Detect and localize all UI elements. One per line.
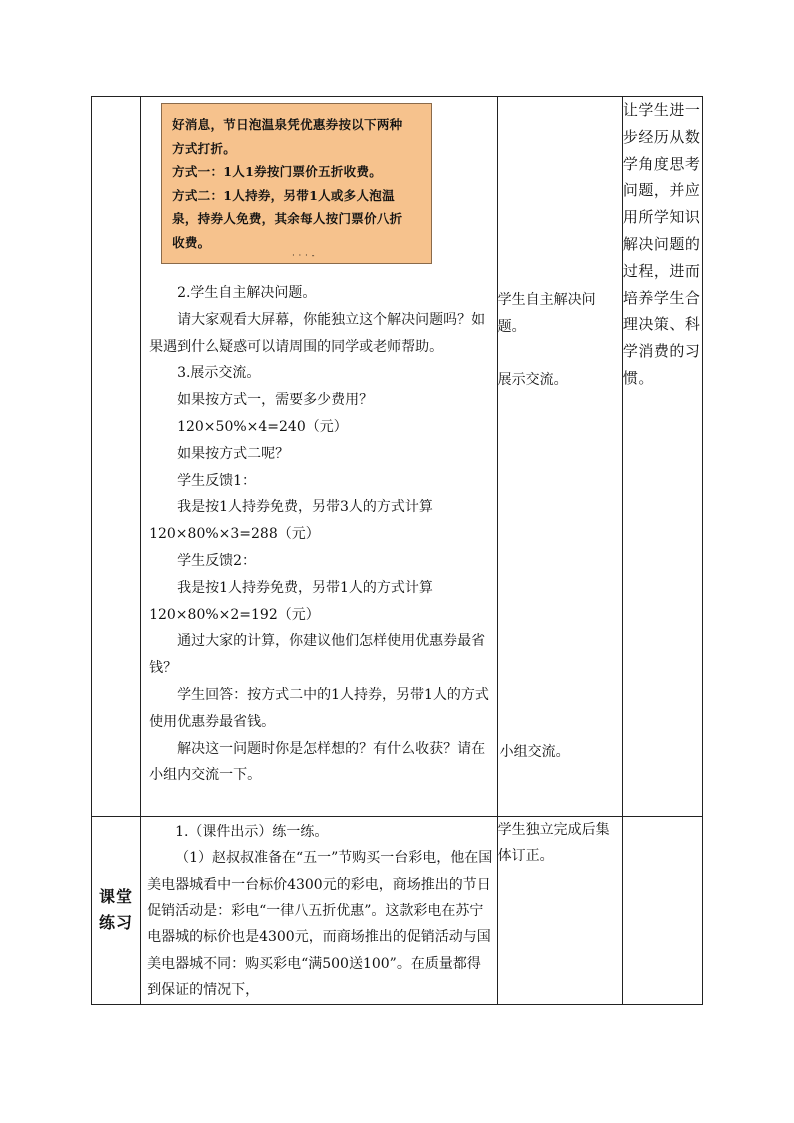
notice-decoration: ···‑ [292, 251, 319, 260]
teaching-paragraph: 如果按方式二呢？ [177, 445, 290, 462]
teaching-paragraph: 学生回答：按方式二中的1人持券，另带1人的方式使用优惠券最省钱。 [149, 686, 489, 730]
discount-notice-box [161, 103, 432, 264]
student-activity-item: 学生自主解决问题。 [497, 292, 596, 335]
teaching-paragraph: 3.展示交流。 [177, 365, 261, 382]
notice-line: 方式一：1人1券按门票价五折收费。 [172, 164, 383, 179]
practice-paragraph: 1.（课件出示）练一练。 [175, 823, 329, 840]
teaching-paragraph: 学生反馈2： [177, 552, 256, 569]
teaching-paragraph: 解决这一问题时你是怎样想的？有什么收获？请在小组内交流一下。 [149, 740, 486, 784]
design-intent-text: 让学生进一步经历从数学角度思考问题，并应用所学知识解决问题的过程，进而培养学生合理决策、科学消费的习惯。 [622, 101, 701, 387]
teaching-text [141, 280, 497, 789]
notice-line: 收费。 [172, 234, 211, 250]
notice-line: 方式二：1人持券，另带1人或多人泡温 [172, 187, 395, 203]
teaching-paragraph: 如果按方式一，需要多少费用？ [177, 392, 374, 409]
practice-student-activity-cell [497, 816, 622, 1004]
teaching-paragraph: 我是按1人持券免费，另带3人的方式计算120×80%×3=288（元） [149, 499, 433, 543]
teaching-paragraph: 学生反馈1： [177, 472, 256, 489]
student-activity-cell [497, 97, 622, 817]
stage-label-cell-empty [92, 97, 141, 817]
teaching-paragraph: 120×50%×4=240（元） [177, 418, 348, 435]
teaching-paragraph: 2.学生自主解决问题。 [177, 285, 317, 301]
stage-label-cell [92, 816, 141, 1004]
stage-label: 课堂练习 [99, 887, 134, 933]
practice-design-intent-cell [622, 816, 702, 1004]
teaching-paragraph: 通过大家的计算，你建议他们怎样使用优惠券最省钱？ [149, 633, 486, 677]
notice-line: 泉，持券人免费，其余每人按门票价八折 [172, 211, 403, 226]
table-row [92, 816, 703, 1004]
practice-process-cell [141, 816, 498, 1004]
practice-student-activity: 学生独立完成后集体订正。 [497, 821, 610, 865]
notice-line: 好消息，节日泡温泉凭优惠券按以下两种 [172, 117, 403, 132]
notice-line: 方式打折。 [172, 140, 237, 156]
teaching-paragraph: 请大家观看大屏幕，你能独立这个解决问题吗？如果遇到什么疑惑可以请周围的同学或老师帮助。 [149, 311, 486, 355]
design-intent-cell [622, 97, 702, 817]
lesson-plan-table [91, 96, 703, 1005]
student-activity-item: 小组交流。 [499, 744, 570, 760]
student-activity-item: 展示交流。 [497, 372, 568, 388]
teaching-process-cell [141, 97, 498, 817]
teaching-paragraph: 我是按1人持券免费，另带1人的方式计算120×80%×2=192（元） [149, 579, 433, 623]
practice-paragraph: （1）赵叔叔准备在“五一”节购买一台彩电，他在国美电器城看中一台标价4300元的彩电，商场推出的节日促销活动是：彩电“一律八五折优惠”。这款彩电在苏宁电器城的标价也是4300元，而商场推出的促销活动与国美电器城不同：购买彩电“满500送100”。在质量都得到保证的情况下， [147, 850, 493, 999]
table-row [92, 97, 703, 817]
